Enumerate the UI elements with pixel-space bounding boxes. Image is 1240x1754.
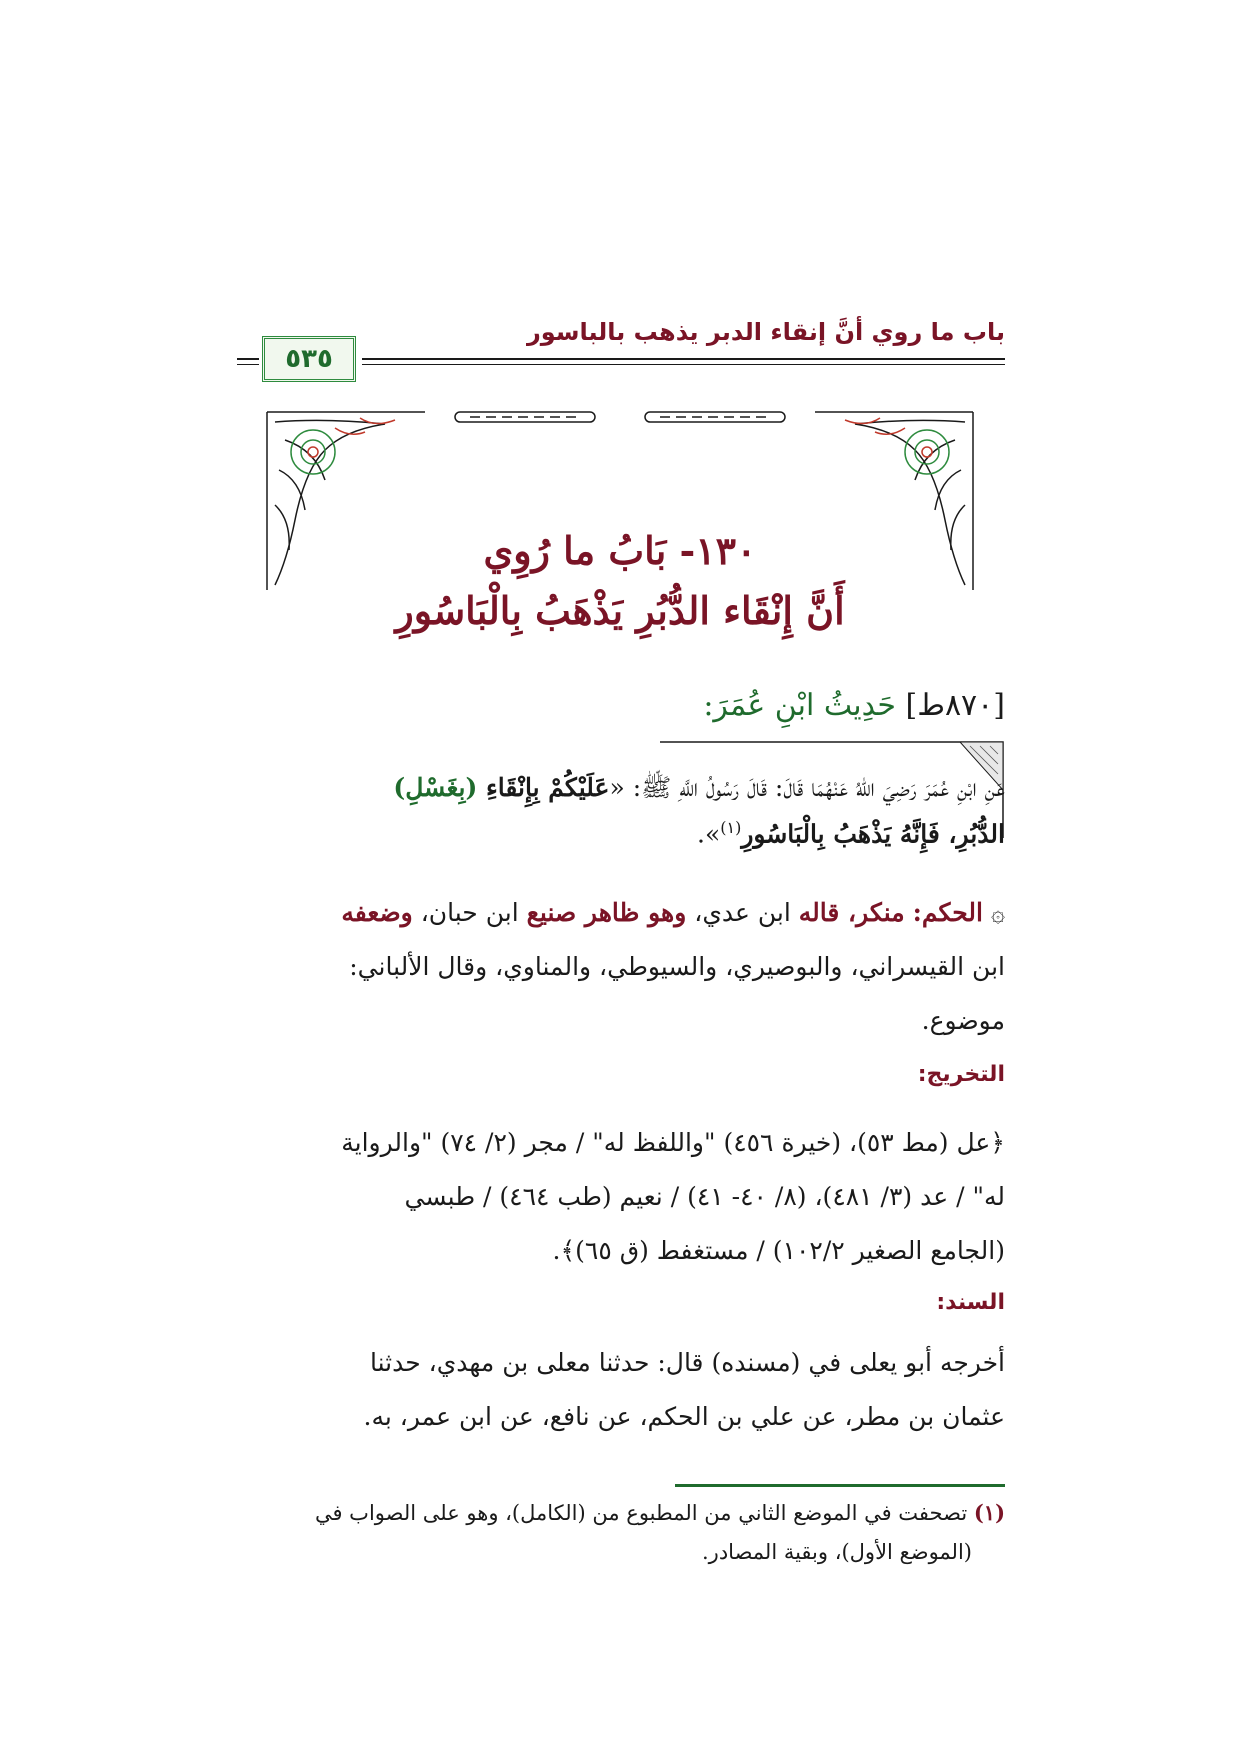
ruling-text-1: ابن عدي، [686, 898, 799, 927]
ruling-line-1 [341, 898, 1005, 927]
footnote-separator [675, 1484, 1005, 1487]
hadith-title: حَدِيثُ ابْنِ عُمَرَ: [703, 688, 896, 723]
footnote-line-2: (الموضع الأول)، وبقية المصادر. [702, 1540, 972, 1564]
page-number: ٥٣٥ [285, 344, 333, 374]
chapter-title-line: أَنَّ إِنْقَاء الدُّبُرِ يَذْهَبُ بِالْبَاسُورِ [395, 588, 845, 633]
ruling-emph-1: وهو ظاهر صنيع [526, 898, 687, 927]
footnote-line-1 [315, 1500, 1005, 1525]
header-rule-right-2 [362, 364, 1005, 365]
sanad-line-1: أخرجه أبو يعلى في (مسنده) قال: حدثنا معلى بن مهدي، حدثنا [370, 1348, 1005, 1377]
hadith-line-1 [393, 772, 1005, 809]
ruling-grade: منكر، قاله [798, 898, 905, 927]
sanad-line-2: عثمان بن مطر، عن علي بن الحكم، عن نافع، عن ابن عمر، به. [363, 1402, 1005, 1431]
footnote-text-1: تصحفت في الموضع الثاني من المطبوع من (الكامل)، وهو على الصواب في [314, 1501, 974, 1525]
takhrij-line-2: له" / عد (٣/ ٤٨١)، (٨/ ٤٠- ٤١) / نعيم (طب ٤٦٤) / طبسي [404, 1182, 1005, 1211]
footnote-number: (١) [973, 1500, 1005, 1525]
header-rule-left-2 [237, 364, 259, 365]
chapter-number-line: ١٣٠- بَابُ ما رُوِي [483, 528, 757, 573]
running-title: باب ما روي أنَّ إنقاء الدبر يذهب بالباسور [526, 318, 1005, 346]
header-rule-right [362, 358, 1005, 360]
ruling-emph-2: وضعفه [341, 898, 413, 927]
sanad-heading: السند: [936, 1290, 1005, 1315]
hadith-intro: عَنِ ابْنِ عُمَرَ رَضِيَ اللهُ عَنْهُمَا قَالَ: قَالَ رَسُولُ اللَّهِ ﷺ: « [609, 773, 1005, 802]
ruling-label: الحكم: [912, 898, 983, 927]
takhrij-heading: التخريج: [917, 1062, 1005, 1087]
hadith-line-2 [697, 818, 1005, 848]
header-rule-left [237, 358, 259, 360]
hadith-heading [703, 688, 1005, 723]
ruling-line-2: ابن القيسراني، والبوصيري، والسيوطي، والمناوي، وقال الألباني: [349, 952, 1005, 981]
ruling-icon: ۞ [990, 899, 1005, 927]
hadith-quote-part2: الدُّبُرِ، فَإِنَّهُ يَذْهَبُ بِالْبَاسُورِ [741, 819, 1005, 849]
hadith-quote-variant: (بِغَسْلِ) [393, 773, 478, 802]
ornament-frame [265, 410, 975, 610]
takhrij-line-1: ﴿عل (مط ٥٣)، (خيرة ٤٥٦) "واللفظ له" / مجر (٢/ ٧٤) "والرواية [341, 1128, 1005, 1157]
ruling-text-2: ابن حبان، [412, 898, 527, 927]
hadith-number: [٨٧٠ط] [905, 688, 1005, 723]
top-ornament-bars-icon [455, 412, 785, 422]
hadith-closing: ». [697, 819, 721, 849]
takhrij-line-3: (الجامع الصغير ١٠٢/٢) / مستغفط (ق ٦٥)﴾. [552, 1236, 1005, 1265]
page-number-badge [262, 336, 356, 382]
ruling-line-3: موضوع. [921, 1006, 1005, 1035]
hadith-quote-part1: عَلَيْكُمْ بِإِنْقَاءِ [477, 773, 610, 802]
footnote-ref: (١) [720, 818, 742, 837]
